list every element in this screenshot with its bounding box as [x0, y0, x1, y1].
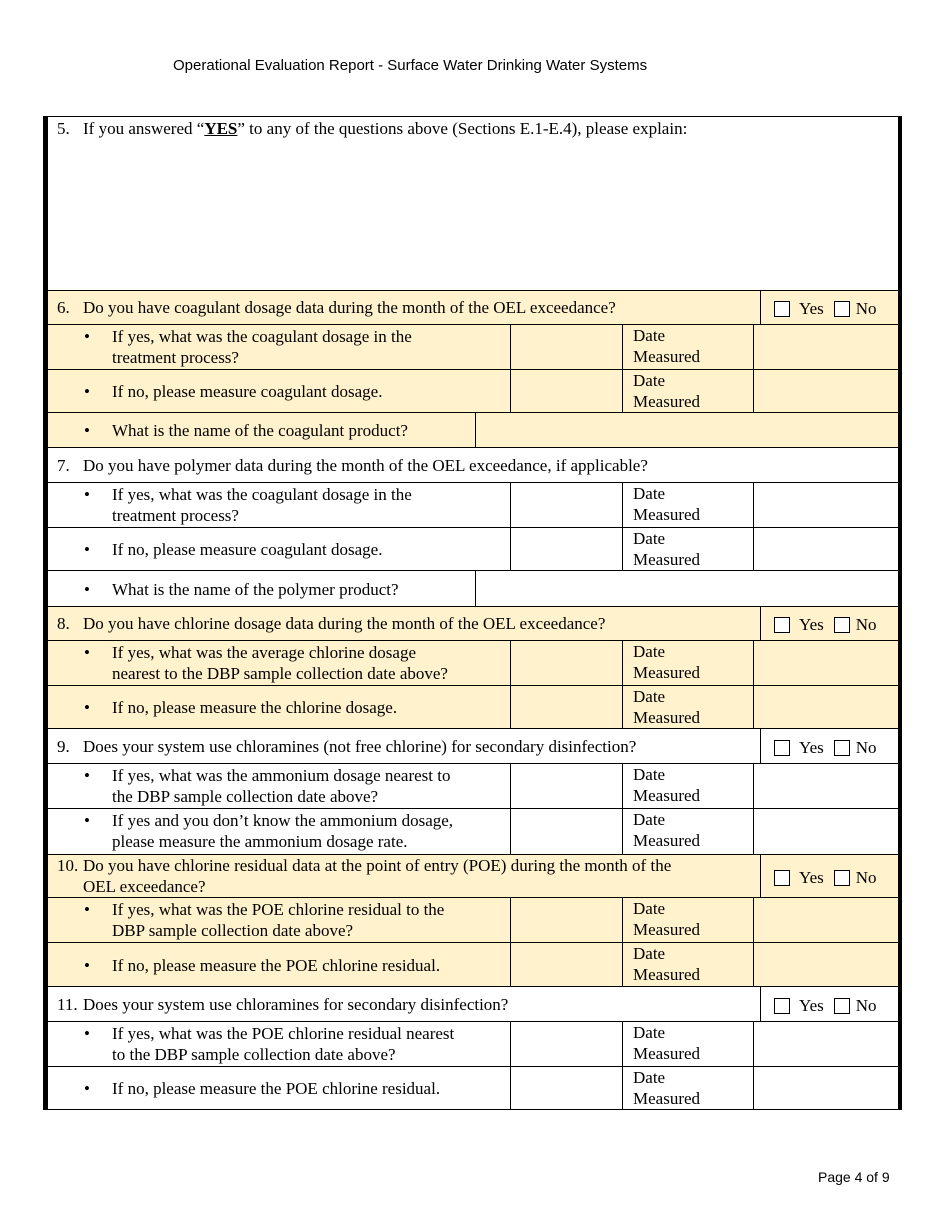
q9-b2-line2: please measure the ammonium dosage rate.: [112, 832, 408, 851]
q9-yes-checkbox[interactable]: [774, 740, 790, 756]
q9-b1-value-field[interactable]: [510, 764, 622, 808]
q8-text: 8. Do you have chlorine dosage data during the month of the OEL exceedance?: [57, 614, 606, 633]
q7-b1-line1: If yes, what was the coagulant dosage in the: [112, 485, 412, 504]
q11-yes-no: Yes No: [760, 987, 898, 1021]
q9-b2-line1: If yes and you don’t know the ammonium dosage,: [112, 811, 454, 830]
q8-yes-no: Yes No: [760, 607, 898, 640]
q6-bullet-3: • What is the name of the coagulant product?: [48, 413, 898, 448]
q10-b2-date-field[interactable]: [753, 943, 898, 986]
q11-b1-line1: If yes, what was the POE chlorine residual nearest: [112, 1024, 455, 1043]
q6-b1-date-label: Date Measured: [622, 325, 753, 369]
q8-b2-value-field[interactable]: [510, 686, 622, 728]
q8-b2-date-field[interactable]: [753, 686, 898, 728]
page-header: Operational Evaluation Report - Surface Water Drinking Water Systems: [173, 57, 648, 74]
q6-b2-value-field[interactable]: [510, 370, 622, 412]
q7-row: [48, 448, 898, 483]
q7-text: 7. Do you have polymer data during the month of the OEL exceedance, if applicable?: [57, 456, 648, 475]
q8-row: [48, 607, 898, 641]
q10-b2-value-field[interactable]: [510, 943, 622, 986]
q8-b1-date-field[interactable]: [753, 641, 898, 685]
q6-b1-line2: treatment process?: [112, 348, 239, 367]
q8-b1-line1: If yes, what was the average chlorine dosage: [112, 643, 416, 662]
evaluation-form: [43, 116, 902, 1110]
q10-b1-value-field[interactable]: [510, 898, 622, 942]
q10-bullet-1: • If yes, what was the POE chlorine residual to the DBP sample collection date above? Date Measured: [48, 898, 898, 943]
q11-b2-date-field[interactable]: [753, 1067, 898, 1109]
q8-yes-checkbox[interactable]: [774, 617, 790, 633]
q10-b1-date-label: Date Measured: [622, 898, 753, 942]
q6-b2-date-field[interactable]: [753, 370, 898, 412]
q7-b2-date-label: Date Measured: [622, 528, 753, 570]
q11-text: 11. Does your system use chloramines for secondary disinfection?: [57, 995, 509, 1014]
q8-b1-value-field[interactable]: [510, 641, 622, 685]
q7-b3-product-field[interactable]: [475, 571, 898, 606]
q6-yes-no: Yes No: [760, 291, 898, 324]
q8-b1-date-label: Date Measured: [622, 641, 753, 685]
q9-b1-date-label: Date Measured: [622, 764, 753, 808]
q11-b1-line2: to the DBP sample collection date above?: [112, 1045, 396, 1064]
page-number: Page 4 of 9: [818, 1169, 890, 1185]
q5-explain-area[interactable]: [48, 143, 898, 290]
q10-b2-text: If no, please measure the POE chlorine residual.: [112, 956, 441, 975]
q7-b1-date-label: Date Measured: [622, 483, 753, 527]
q8-b2-date-label: Date Measured: [622, 686, 753, 728]
q6-row: [48, 291, 898, 325]
q8-bullet-1: • If yes, what was the average chlorine dosage nearest to the DBP sample collection date above? Date Measured: [48, 641, 898, 686]
q6-b2-text: If no, please measure coagulant dosage.: [112, 382, 383, 401]
q9-b2-date-field[interactable]: [753, 809, 898, 854]
q11-row: [48, 987, 898, 1022]
q6-b3-text: What is the name of the coagulant product?: [112, 421, 408, 440]
q11-b2-text: If no, please measure the POE chlorine residual.: [112, 1079, 441, 1098]
q11-b1-date-label: Date Measured: [622, 1022, 753, 1066]
q8-bullet-2: • If no, please measure the chlorine dosage. Date Measured: [48, 686, 898, 729]
q9-no-checkbox[interactable]: [834, 740, 850, 756]
q6-yes-checkbox[interactable]: [774, 301, 790, 317]
q11-b1-date-field[interactable]: [753, 1022, 898, 1066]
q7-bullet-1: • If yes, what was the coagulant dosage in the treatment process? Date Measured: [48, 483, 898, 528]
q9-b1-line1: If yes, what was the ammonium dosage nearest to: [112, 766, 451, 785]
q10-yes-no: Yes No: [760, 855, 898, 897]
q9-b1-date-field[interactable]: [753, 764, 898, 808]
q9-b1-line2: the DBP sample collection date above?: [112, 787, 379, 806]
q6-b1-value-field[interactable]: [510, 325, 622, 369]
q9-b2-date-label: Date Measured: [622, 809, 753, 854]
q10-bullet-2: • If no, please measure the POE chlorine residual. Date Measured: [48, 943, 898, 987]
q7-b2-value-field[interactable]: [510, 528, 622, 570]
q6-no-checkbox[interactable]: [834, 301, 850, 317]
q10-b1-line1: If yes, what was the POE chlorine residual to the: [112, 900, 445, 919]
q7-bullet-2: • If no, please measure coagulant dosage. Date Measured: [48, 528, 898, 571]
q11-bullet-2: • If no, please measure the POE chlorine residual. Date Measured: [48, 1067, 898, 1109]
q11-yes-checkbox[interactable]: [774, 998, 790, 1014]
q7-bullet-3: • What is the name of the polymer product?: [48, 571, 898, 607]
q6-text: 6. Do you have coagulant dosage data during the month of the OEL exceedance?: [57, 298, 616, 317]
q6-bullet-2: • If no, please measure coagulant dosage. Date Measured: [48, 370, 898, 413]
q7-b1-value-field[interactable]: [510, 483, 622, 527]
q10-b2-date-label: Date Measured: [622, 943, 753, 986]
q5-text: 5. If you answered “YES” to any of the questions above (Sections E.1-E.4), please explain:: [57, 119, 688, 138]
q11-no-checkbox[interactable]: [834, 998, 850, 1014]
q8-no-checkbox[interactable]: [834, 617, 850, 633]
q10-row: [48, 855, 898, 898]
q8-b2-text: If no, please measure the chlorine dosage.: [112, 698, 398, 717]
q7-b2-date-field[interactable]: [753, 528, 898, 570]
q10-no-checkbox[interactable]: [834, 870, 850, 886]
q8-b1-line2: nearest to the DBP sample collection date above?: [112, 664, 448, 683]
q11-bullet-1: • If yes, what was the POE chlorine residual nearest to the DBP sample collection date above? Date Measured: [48, 1022, 898, 1067]
q9-row: [48, 729, 898, 764]
q7-b3-text: What is the name of the polymer product?: [112, 580, 399, 599]
q6-b1-date-field[interactable]: [753, 325, 898, 369]
q10-b1-date-field[interactable]: [753, 898, 898, 942]
q10-yes-checkbox[interactable]: [774, 870, 790, 886]
q10-text: 10. Do you have chlorine residual data at the point of entry (POE) during the month of the OEL exceedance?: [57, 856, 672, 896]
q11-b2-date-label: Date Measured: [622, 1067, 753, 1109]
q11-b2-value-field[interactable]: [510, 1067, 622, 1109]
q6-b1-line1: If yes, what was the coagulant dosage in the: [112, 327, 412, 346]
q9-b2-value-field[interactable]: [510, 809, 622, 854]
q9-bullet-1: • If yes, what was the ammonium dosage nearest to the DBP sample collection date above? Date Measured: [48, 764, 898, 809]
q6-bullet-1: • If yes, what was the coagulant dosage in the treatment process? Date Measured: [48, 325, 898, 370]
q9-yes-no: Yes No: [760, 729, 898, 763]
q11-b1-value-field[interactable]: [510, 1022, 622, 1066]
q9-bullet-2: • If yes and you don’t know the ammonium dosage, please measure the ammonium dosage rate. Date Measured: [48, 809, 898, 855]
q6-b2-date-label: Date Measured: [622, 370, 753, 412]
q7-b2-text: If no, please measure coagulant dosage.: [112, 540, 383, 559]
q5-row: [48, 117, 898, 291]
q10-b1-line2: DBP sample collection date above?: [112, 921, 354, 940]
q7-b1-line2: treatment process?: [112, 506, 239, 525]
q7-b1-date-field[interactable]: [753, 483, 898, 527]
q6-b3-product-field[interactable]: [475, 413, 898, 447]
q9-text: 9. Does your system use chloramines (not free chlorine) for secondary disinfection?: [57, 737, 637, 756]
